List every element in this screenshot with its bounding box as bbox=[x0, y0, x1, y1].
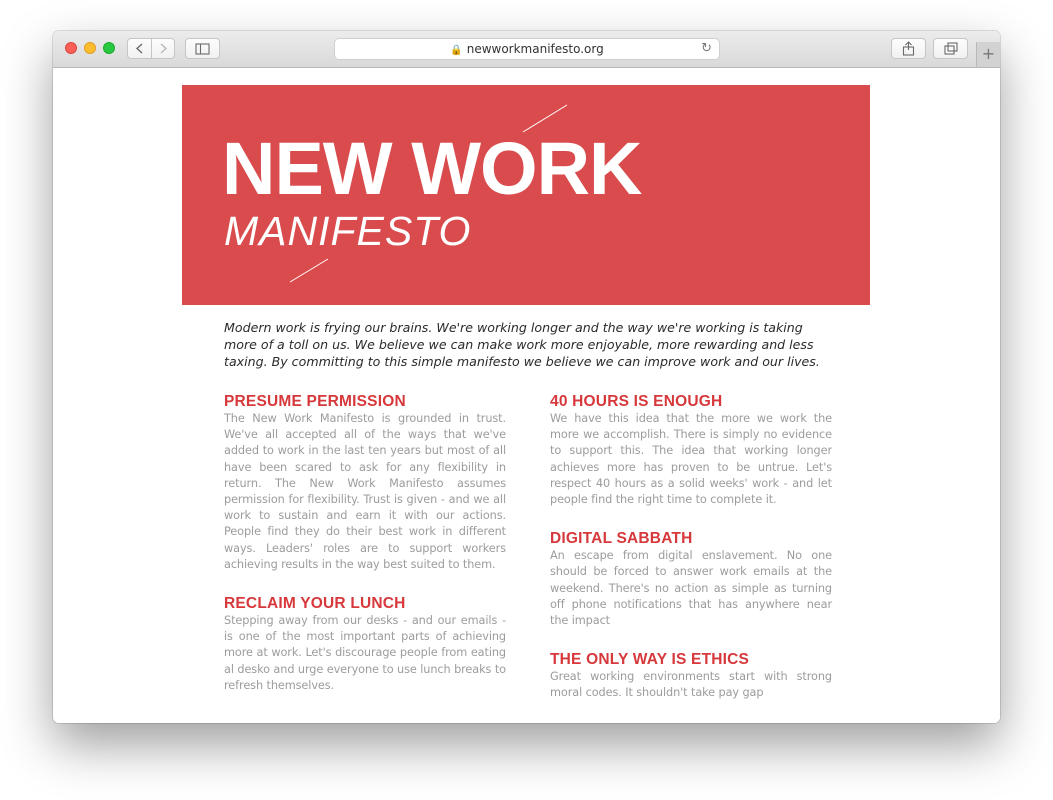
section-40-hours bbox=[550, 393, 832, 508]
left-column bbox=[224, 393, 506, 716]
sidebar-icon bbox=[186, 39, 219, 58]
section-ethics bbox=[550, 651, 832, 701]
browser-toolbar bbox=[53, 31, 1000, 68]
chevron-left-icon bbox=[128, 39, 151, 58]
page-content bbox=[53, 68, 1000, 723]
history-nav bbox=[127, 38, 175, 59]
address-bar[interactable] bbox=[334, 38, 720, 60]
tabs-overview-button[interactable] bbox=[933, 38, 968, 59]
back-button[interactable] bbox=[128, 39, 152, 58]
section-body: Great working environments start with strong moral codes. It shouldn't take pay gap bbox=[550, 670, 832, 700]
browser-window bbox=[53, 31, 1000, 723]
chevron-right-icon bbox=[152, 39, 175, 58]
section-body: The New Work Manifesto is grounded in trust. We've all accepted all of the ways that we've added to work in the last ten years but most of all have been scared to ask for any flexibility in return. The New Work Manifesto assumes permission for flexibility. Trust is given - and we all work to sustain and earn it with our actions. People find they do their best work in different ways. Leaders' roles are to support workers achieving results in the way best suited to them. bbox=[224, 412, 506, 571]
url-text: newworkmanifesto.org bbox=[466, 42, 604, 56]
section-body: Stepping away from our desks - and our emails - is one of the most important parts of achieving more at work. Let's discourage people from eating al desko and urge everyone to use lunch breaks to refresh themselves. bbox=[224, 614, 506, 692]
minimize-window-button[interactable] bbox=[84, 42, 96, 54]
hero-subtitle: MANIFESTO bbox=[224, 208, 472, 254]
tabs-icon bbox=[934, 39, 967, 58]
share-icon bbox=[892, 39, 925, 58]
section-heading: THE ONLY WAY IS ETHICS bbox=[550, 651, 750, 669]
zoom-window-button[interactable] bbox=[103, 42, 115, 54]
hero-banner bbox=[182, 85, 870, 305]
intro-paragraph: Modern work is frying our brains. We're working longer and the way we're working is taking more of a toll on us. We believe we can make work more enjoyable, more rewarding and less taxing. By committing to this simple manifesto we believe we can improve work and our lives. bbox=[224, 320, 820, 369]
section-heading: DIGITAL SABBATH bbox=[550, 530, 693, 548]
lock-icon: 🔒 bbox=[450, 45, 463, 56]
share-button[interactable] bbox=[891, 38, 926, 59]
section-body: We have this idea that the more we work the more we accomplish. There is simply no evidence to support this. The idea that working longer achieves more has proven to be untrue. Let's respect 40 hours as a solid weeks' work - and let people find the right time to complete it. bbox=[550, 412, 832, 507]
section-body: An escape from digital enslavement. No one should be forced to answer work emails at the weekend. There's no action as simple as turning off phone notifications that has anywhere near the impact bbox=[550, 549, 832, 628]
reload-icon[interactable]: ↻ bbox=[701, 41, 712, 56]
forward-button[interactable] bbox=[152, 39, 175, 58]
close-window-button[interactable] bbox=[65, 42, 77, 54]
section-digital-sabbath bbox=[550, 530, 832, 629]
section-reclaim-your-lunch bbox=[224, 595, 506, 694]
sidebar-button[interactable] bbox=[185, 38, 220, 59]
section-heading: 40 HOURS IS ENOUGH bbox=[550, 393, 723, 410]
new-tab-button[interactable]: + bbox=[976, 42, 1000, 67]
right-column bbox=[550, 393, 832, 723]
hero-title: NEW WORK bbox=[222, 127, 642, 210]
section-heading: PRESUME PERMISSION bbox=[224, 393, 406, 410]
section-presume-permission bbox=[224, 393, 506, 573]
section-heading: RECLAIM YOUR LUNCH bbox=[224, 595, 406, 613]
